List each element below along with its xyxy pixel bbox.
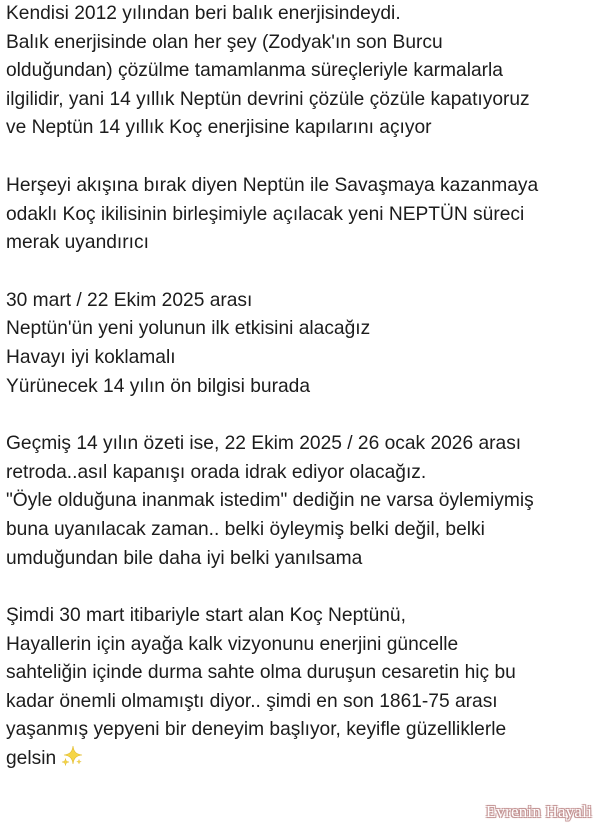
paragraph-3 xyxy=(6,287,596,401)
paragraph-line: sahteliğin içinde durma sahte olma duruşun cesaretin hiç bu xyxy=(6,662,516,684)
paragraph-line: Balık enerjisinde olan her şey (Zodyak'ın son Burcu xyxy=(6,31,443,53)
paragraph-line: Neptün'ün yeni yolunun ilk etkisini alacağız xyxy=(6,318,371,340)
paragraph-line: odaklı Koç ikilisinin birleşimiyle açılacak yeni NEPTÜN süreci xyxy=(6,203,525,225)
paragraph-line: retroda..asıl kapanışı orada idrak ediyor olacağız. xyxy=(6,461,427,483)
paragraph-line: 30 mart / 22 Ekim 2025 arası xyxy=(6,289,253,311)
paragraph-line: Şimdi 30 mart itibariyle start alan Koç Neptünü, xyxy=(6,605,406,627)
paragraph-line-text: gelsin xyxy=(6,748,57,770)
paragraph-line: olduğundan) çözülme tamamlanma süreçleriyle karmalarla xyxy=(6,60,503,82)
paragraph-line: ve Neptün 14 yıllık Koç enerjisine kapılarını açıyor xyxy=(6,117,432,139)
paragraph-5 xyxy=(6,602,596,777)
paragraph-line: buna uyanılacak zaman.. belki öyleymiş belki değil, belki xyxy=(6,518,485,540)
paragraph-line: umduğundan bile daha iyi belki yanılsama xyxy=(6,547,363,569)
paragraph-line: Yürünecek 14 yılın ön bilgisi burada xyxy=(6,375,310,397)
paragraph-line: Hayallerin için ayağa kalk vizyonunu enerjini güncelle xyxy=(6,633,459,655)
post-body xyxy=(6,0,596,806)
paragraph-1 xyxy=(6,0,596,143)
paragraph-last-line xyxy=(6,745,596,777)
paragraph-line: "Öyle olduğuna inanmak istedim" dediğin ne varsa öylemiymiş xyxy=(6,490,534,512)
sparkles-icon xyxy=(61,745,83,777)
paragraph-line: Herşeyi akışına bırak diyen Neptün ile Savaşmaya kazanmaya xyxy=(6,174,539,196)
paragraph-line: Havayı iyi koklamalı xyxy=(6,346,176,368)
paragraph-4 xyxy=(6,430,596,573)
paragraph-line: kadar önemli olmamıştı diyor.. şimdi en son 1861-75 arası xyxy=(6,690,498,712)
paragraph-line: merak uyandırıcı xyxy=(6,232,149,254)
paragraph-line: ilgilidir, yani 14 yıllık Neptün devrini çözüle çözüle kapatıyoruz xyxy=(6,88,530,110)
watermark: Evrenin Hayali xyxy=(485,802,592,821)
paragraph-line: Geçmiş 14 yılın özeti ise, 22 Ekim 2025 / 26 ocak 2026 arası xyxy=(6,433,522,455)
paragraph-line: yaşanmış yepyeni bir deneyim başlıyor, keyifle güzelliklerle xyxy=(6,719,507,741)
paragraph-2 xyxy=(6,172,596,258)
paragraph-line: Kendisi 2012 yılından beri balık enerjisindeydi. xyxy=(6,3,401,24)
